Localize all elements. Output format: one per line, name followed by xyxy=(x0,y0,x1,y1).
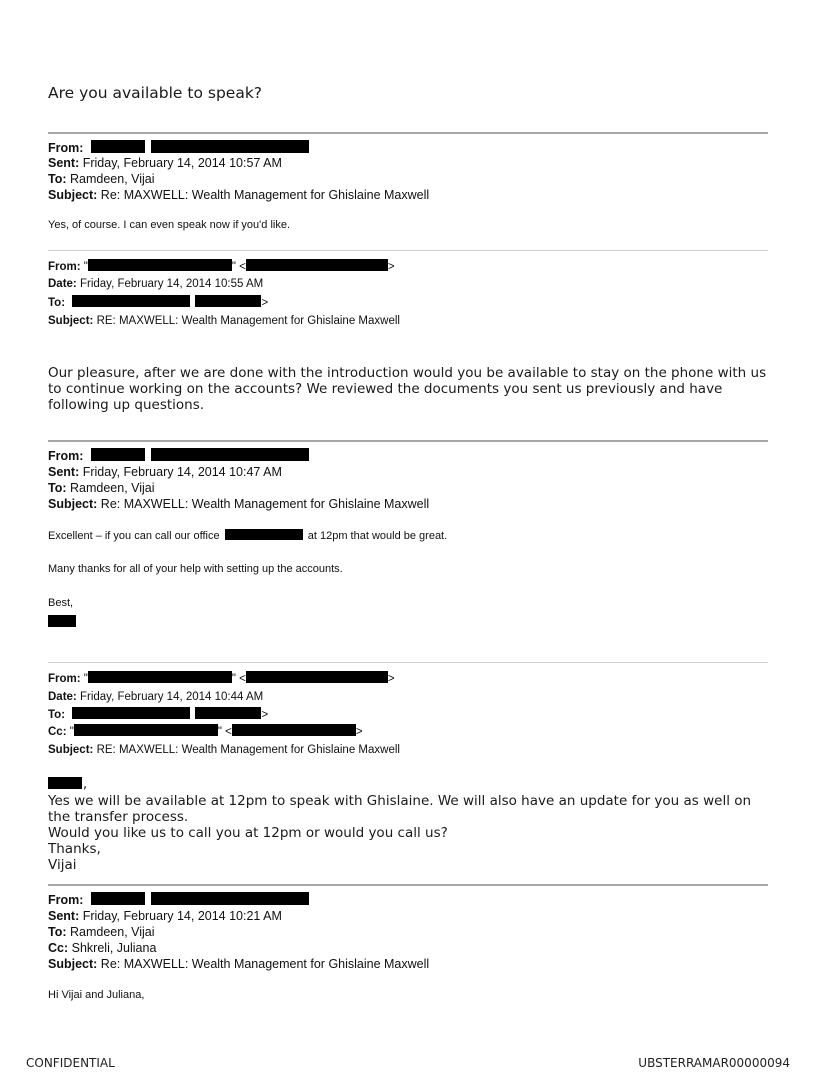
email3-to-row xyxy=(48,480,155,496)
redaction xyxy=(151,140,309,153)
email4-body-line: Vijai xyxy=(48,857,77,873)
to-label: To: xyxy=(48,481,67,495)
separator-1 xyxy=(48,132,768,134)
redaction xyxy=(91,448,145,461)
email2-from-row: From: " " < > xyxy=(48,261,395,273)
email1-to-row xyxy=(48,171,155,187)
date-value: Friday, February 14, 2014 10:55 AM xyxy=(79,278,264,290)
to-value: Ramdeen, Vijai xyxy=(70,172,155,186)
subject-label: Subject: xyxy=(48,744,94,756)
email2-body-line: Our pleasure, after we are done with the introduction would you be available to stay on the phone with us xyxy=(48,365,767,381)
to-label: To: xyxy=(48,172,67,186)
to-label: To: xyxy=(48,709,66,721)
to-value: Ramdeen, Vijai xyxy=(70,481,155,495)
redaction xyxy=(151,448,309,461)
subject-value: Re: MAXWELL: Wealth Management for Ghislaine Maxwell xyxy=(100,497,430,511)
email2-body-line: to continue working on the accounts? We reviewed the documents you sent us previously and have xyxy=(48,381,723,397)
redaction xyxy=(88,259,232,271)
cc-label: Cc: xyxy=(48,941,69,955)
email5-body: Hi Vijai and Juliana, xyxy=(48,989,145,1001)
redaction xyxy=(246,671,388,683)
email1-subject-row xyxy=(48,187,429,203)
separator-3 xyxy=(48,440,768,442)
from-label: From: xyxy=(48,141,84,155)
redaction xyxy=(195,707,261,719)
redaction xyxy=(88,671,232,683)
subject-label: Subject: xyxy=(48,315,94,327)
email5-from-row xyxy=(48,892,309,908)
email4-body-line: Thanks, xyxy=(48,841,101,857)
email4-subject-row xyxy=(48,742,400,758)
footer-confidential: CONFIDENTIAL xyxy=(26,1056,115,1070)
email5-sent-row xyxy=(48,908,282,924)
redaction xyxy=(72,707,190,719)
email4-date-row xyxy=(48,689,263,705)
subject-value: Re: MAXWELL: Wealth Management for Ghislaine Maxwell xyxy=(100,188,430,202)
redaction xyxy=(48,615,76,627)
email1-from-row xyxy=(48,140,309,156)
subject-label: Subject: xyxy=(48,188,98,202)
subject-label: Subject: xyxy=(48,497,98,511)
cc-value: Shkreli, Juliana xyxy=(71,941,157,955)
greeting-comma: , xyxy=(83,777,88,792)
from-label: From: xyxy=(48,449,84,463)
date-label: Date: xyxy=(48,691,77,703)
email2-to-row: To: > xyxy=(48,297,269,309)
sent-label: Sent: xyxy=(48,909,80,923)
from-label: From: xyxy=(48,261,81,273)
sent-label: Sent: xyxy=(48,465,80,479)
email4-from-row: From: " " < > xyxy=(48,673,395,685)
redaction xyxy=(246,259,388,271)
to-value: Ramdeen, Vijai xyxy=(70,925,155,939)
redaction xyxy=(74,724,218,736)
separator-5 xyxy=(48,884,768,886)
email2-body-line: following up questions. xyxy=(48,397,205,413)
email4-body-line: the transfer process. xyxy=(48,809,189,825)
email2-date-row xyxy=(48,276,263,292)
email4-body-line: Yes we will be available at 12pm to speak with Ghislaine. We will also have an update for you as well on xyxy=(48,793,752,809)
redaction xyxy=(232,724,356,736)
sent-label: Sent: xyxy=(48,156,80,170)
email3-subject-row xyxy=(48,496,429,512)
email3-signoff: Best, xyxy=(48,597,74,609)
from-label: From: xyxy=(48,893,84,907)
subject-value: RE: MAXWELL: Wealth Management for Ghislaine Maxwell xyxy=(96,744,400,756)
separator-2 xyxy=(48,250,768,251)
cc-label: Cc: xyxy=(48,726,67,738)
email3-thanks: Many thanks for all of your help with setting up the accounts. xyxy=(48,563,343,575)
email5-to-row xyxy=(48,924,155,940)
redaction xyxy=(48,777,82,789)
email4-to-row: To: > xyxy=(48,709,269,721)
redaction xyxy=(91,892,145,905)
separator-4 xyxy=(48,662,768,663)
sent-value: Friday, February 14, 2014 10:21 AM xyxy=(82,909,282,923)
email1-body: Yes, of course. I can even speak now if you'd like. xyxy=(48,219,290,231)
subject-value: Re: MAXWELL: Wealth Management for Ghislaine Maxwell xyxy=(100,957,430,971)
email4-body-line: Would you like us to call you at 12pm or would you call us? xyxy=(48,825,448,841)
email5-subject-row xyxy=(48,956,429,972)
email3-body: Excellent – if you can call our office at 12pm that would be great. xyxy=(48,530,448,542)
redaction xyxy=(195,295,261,307)
date-label: Date: xyxy=(48,278,77,290)
email3-sent-row xyxy=(48,464,282,480)
email4-cc-row: Cc: " " < > xyxy=(48,726,363,738)
email5-cc-row xyxy=(48,940,156,956)
sent-value: Friday, February 14, 2014 10:57 AM xyxy=(82,156,282,170)
redaction xyxy=(225,529,303,540)
to-label: To: xyxy=(48,925,67,939)
email3-from-row xyxy=(48,448,309,464)
date-value: Friday, February 14, 2014 10:44 AM xyxy=(79,691,264,703)
email2-subject-row xyxy=(48,313,400,329)
to-label: To: xyxy=(48,297,66,309)
from-label: From: xyxy=(48,673,81,685)
footer-bates-number: UBSTERRAMAR00000094 xyxy=(638,1056,790,1070)
subject-label: Subject: xyxy=(48,957,98,971)
redaction xyxy=(72,295,190,307)
lead-question: Are you available to speak? xyxy=(48,84,263,102)
sent-value: Friday, February 14, 2014 10:47 AM xyxy=(82,465,282,479)
redaction xyxy=(91,140,145,153)
email1-sent-row xyxy=(48,155,282,171)
redaction xyxy=(151,892,309,905)
subject-value: RE: MAXWELL: Wealth Management for Ghislaine Maxwell xyxy=(96,315,400,327)
